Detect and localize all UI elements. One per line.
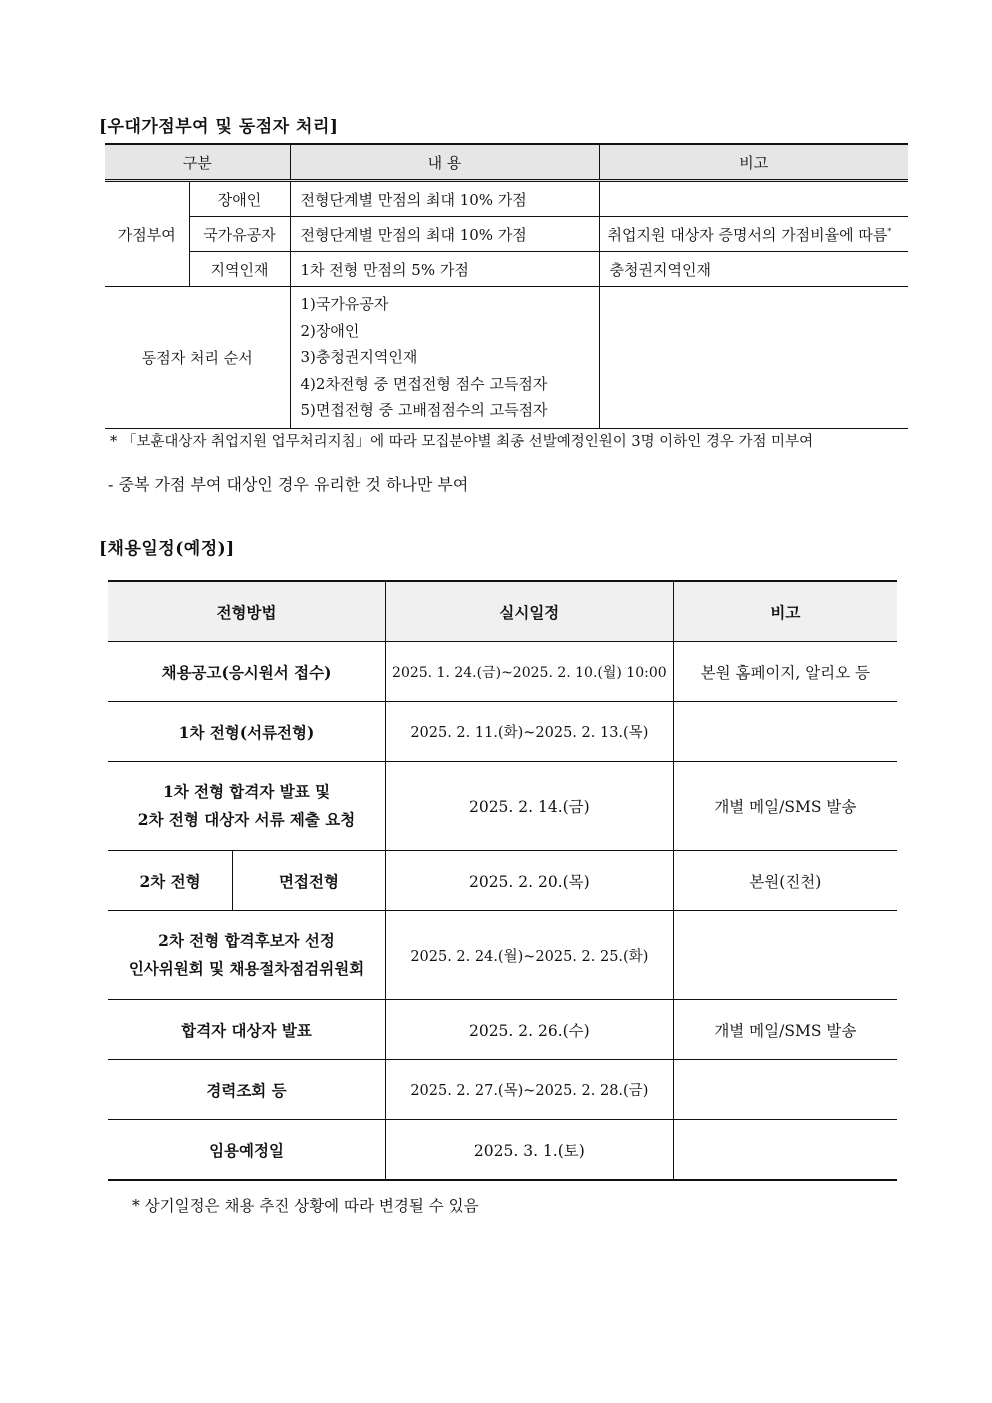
header-content: 내 용 (290, 144, 599, 181)
note-cell: 본원 홈페이지, 알리오 등 (673, 642, 897, 702)
tie-label: 동점자 처리 순서 (105, 287, 290, 429)
date-cell: 2025. 2. 24.(월)~2025. 2. 25.(화) (386, 911, 674, 1000)
table-row (108, 1120, 897, 1181)
method-cell: 합격자 대상자 발표 (108, 1000, 386, 1060)
table-row (108, 702, 897, 762)
date-cell: 2025. 2. 20.(목) (386, 851, 674, 911)
note-cell (599, 217, 908, 252)
table-row (105, 217, 908, 252)
schedule-table (108, 580, 897, 1181)
list-item: 2)장애인 (300, 321, 360, 340)
note-cell (599, 287, 908, 429)
note-cell: 개별 메일/SMS 발송 (673, 762, 897, 851)
note-cell (673, 911, 897, 1000)
table-row (108, 762, 897, 851)
date-cell: 2025. 3. 1.(토) (386, 1120, 674, 1181)
method-cell: 채용공고(응시원서 접수) (108, 642, 386, 702)
table-header-row (105, 144, 908, 181)
section1-title: [우대가점부여 및 동점자 처리] (99, 117, 339, 137)
method-line: 인사위원회 및 채용절차점검위원회 (128, 959, 365, 978)
note-cell (673, 702, 897, 762)
duplicate-note: - 중복 가점 부여 대상인 경우 유리한 것 하나만 부여 (108, 475, 469, 494)
sub-method-cell: 면접전형 (232, 851, 385, 911)
category-cell: 국가유공자 (189, 217, 290, 252)
content-cell: 1차 전형 만점의 5% 가점 (290, 252, 599, 287)
method-cell: 1차 전형(서류전형) (108, 702, 386, 762)
date-cell: 2025. 2. 14.(금) (386, 762, 674, 851)
list-item: 1)국가유공자 (300, 295, 389, 313)
list-item: 4)2차전형 중 면접전형 점수 고득점자 (300, 374, 548, 393)
header-method: 전형방법 (108, 581, 386, 642)
table-row (108, 911, 897, 1000)
table-row (105, 252, 908, 287)
header-category: 구분 (105, 144, 290, 181)
date-cell: 2025. 2. 27.(목)~2025. 2. 28.(금) (386, 1060, 674, 1120)
schedule-footnote: * 상기일정은 채용 추진 상황에 따라 변경될 수 있음 (132, 1197, 479, 1215)
date-cell: 2025. 2. 26.(수) (386, 1000, 674, 1060)
category-cell: 장애인 (189, 181, 290, 217)
note-cell: 본원(진천) (673, 851, 897, 911)
header-note: 비고 (673, 581, 897, 642)
method-line: 1차 전형 합격자 발표 및 (162, 782, 331, 801)
footnote: * 「보훈대상자 취업지원 업무처리지침」에 따라 모집분야별 최종 선발예정인원이 3명 이하인 경우 가점 미부여 (110, 434, 814, 450)
date-cell: 2025. 2. 11.(화)~2025. 2. 13.(목) (386, 702, 674, 762)
note-cell (599, 181, 908, 217)
bonus-points-table (105, 143, 908, 429)
tie-list (290, 287, 599, 429)
category-cell: 지역인재 (189, 252, 290, 287)
method-cell: 임용예정일 (108, 1120, 386, 1181)
content-cell: 전형단계별 만점의 최대 10% 가점 (290, 181, 599, 217)
method-cell (108, 762, 386, 851)
header-note: 비고 (599, 144, 908, 181)
note-cell: 개별 메일/SMS 발송 (673, 1000, 897, 1060)
header-date: 실시일정 (386, 581, 674, 642)
method-cell (108, 911, 386, 1000)
method-line: 2차 전형 합격후보자 선정 (158, 931, 335, 950)
method-line: 2차 전형 대상자 서류 제출 요청 (137, 810, 356, 829)
table-row (108, 851, 897, 911)
table-row (108, 642, 897, 702)
table-row (108, 1000, 897, 1060)
table-header-row (108, 581, 897, 642)
list-item: 5)면접전형 중 고배점점수의 고득점자 (300, 401, 548, 419)
group-label: 가점부여 (105, 181, 189, 287)
content-cell: 전형단계별 만점의 최대 10% 가점 (290, 217, 599, 252)
table-row (105, 181, 908, 217)
table-row (108, 1060, 897, 1120)
note-cell: 충청권지역인재 (599, 252, 908, 287)
note-cell (673, 1060, 897, 1120)
date-cell: 2025. 1. 24.(금)~2025. 2. 10.(월) 10:00 (386, 642, 674, 702)
method-cell: 경력조회 등 (108, 1060, 386, 1120)
footnote-mark: * (887, 226, 892, 236)
tie-break-row (105, 287, 908, 429)
section2-title: [채용일정(예정)] (99, 539, 235, 559)
list-item: 3)충청권지역인재 (300, 348, 418, 366)
method-cell: 2차 전형 (108, 851, 232, 911)
note-text: 취업지원 대상자 증명서의 가점비율에 따름 (607, 225, 888, 244)
note-cell (673, 1120, 897, 1181)
